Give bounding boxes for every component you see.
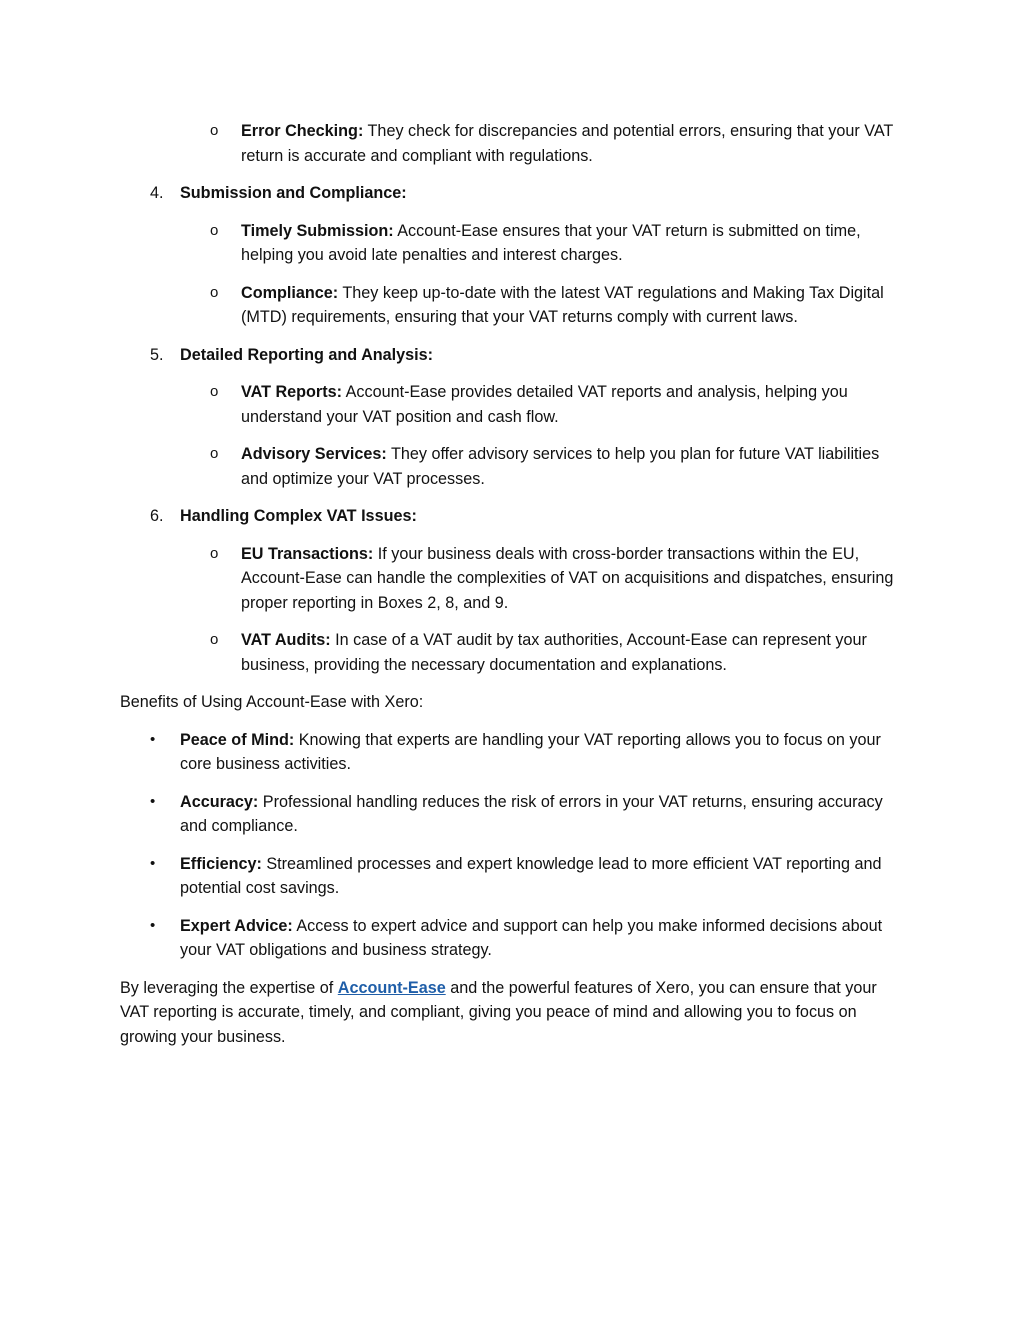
closing-paragraph xyxy=(120,976,910,1050)
hollow-bullet-icon: o xyxy=(210,383,219,400)
closing-text-before-link: By leveraging the expertise of xyxy=(120,978,338,997)
list-number: 5. xyxy=(150,345,164,364)
numbered-heading-title: Submission and Compliance: xyxy=(180,184,407,202)
bullet-icon: • xyxy=(150,730,156,748)
list-item-title: EU Transactions: xyxy=(241,544,374,563)
numbered-heading-submission xyxy=(120,181,910,206)
list-item-body: They keep up-to-date with the latest VAT regulations and Making Tax Digital (MTD) requirements, ensuring that your VAT returns comply with current laws. xyxy=(241,283,884,326)
list-item-body: Account-Ease provides detailed VAT reports and analysis, helping you understand your VAT position and cash flow. xyxy=(241,383,848,426)
list-item-body: In case of a VAT audit by tax authorities, Account-Ease can represent your business, providing the necessary documentation and explanations. xyxy=(241,631,867,674)
list-item-text xyxy=(241,542,910,616)
benefit-item-efficiency xyxy=(120,852,910,901)
benefit-title: Efficiency: xyxy=(180,854,262,873)
list-item-title: Compliance: xyxy=(241,283,339,302)
list-item-body: They check for discrepancies and potential errors, ensuring that your VAT return is accurate and compliant with regulations. xyxy=(241,122,894,165)
numbered-heading-title: Detailed Reporting and Analysis: xyxy=(180,345,434,364)
benefit-text xyxy=(180,790,910,839)
numbered-heading-text xyxy=(180,343,910,368)
benefit-text xyxy=(180,728,910,777)
hollow-bullet-icon: o xyxy=(210,221,219,239)
benefits-list xyxy=(120,728,910,963)
list-item-title: VAT Audits: xyxy=(241,631,331,649)
list-number: 6. xyxy=(150,507,164,525)
benefit-title: Accuracy: xyxy=(180,792,259,811)
numbered-heading-reporting xyxy=(120,343,910,368)
list-item-compliance xyxy=(120,281,910,330)
numbered-heading-text xyxy=(180,504,910,529)
benefit-body: Knowing that experts are handling your VAT reporting allows you to focus on your core business activities. xyxy=(180,730,881,773)
list-item-eu-transactions xyxy=(120,542,910,616)
list-item-vat-audits xyxy=(120,628,910,677)
list-item-body: They offer advisory services to help you plan for future VAT liabilities and optimize your VAT processes. xyxy=(241,445,880,488)
benefits-heading: Benefits of Using Account-Ease with Xero: xyxy=(120,693,424,711)
list-item-text xyxy=(241,281,910,330)
list-item-body: If your business deals with cross-border transactions within the EU, Account-Ease can handle the complexities of VAT on acquisitions and dispatches, ensuring proper reporting in Boxes 2, 8, and 9. xyxy=(241,544,894,612)
hollow-bullet-icon: o xyxy=(210,122,219,139)
benefit-text xyxy=(180,852,910,901)
benefit-body: Streamlined processes and expert knowledge lead to more efficient VAT reporting and potential cost savings. xyxy=(180,854,882,897)
hollow-bullet-icon: o xyxy=(210,445,219,462)
list-item-timely-submission xyxy=(120,219,910,268)
list-item-text xyxy=(241,219,910,268)
benefit-text xyxy=(180,914,910,963)
numbered-heading-text xyxy=(180,181,910,206)
benefit-item-expert-advice xyxy=(120,914,910,963)
section-list xyxy=(120,119,910,677)
benefit-body: Professional handling reduces the risk of errors in your VAT returns, ensuring accuracy and compliance. xyxy=(180,792,883,835)
benefit-item-accuracy xyxy=(120,790,910,839)
document-content xyxy=(120,119,910,1062)
list-item-text xyxy=(241,380,910,429)
benefit-title: Peace of Mind: xyxy=(180,730,295,749)
list-number: 4. xyxy=(150,184,164,202)
list-item-vat-reports xyxy=(120,380,910,429)
list-item-title: Advisory Services: xyxy=(241,445,387,463)
account-ease-link[interactable]: Account-Ease xyxy=(337,978,446,997)
hollow-bullet-icon: o xyxy=(210,544,219,562)
list-item-text xyxy=(241,119,910,168)
closing-text-after-link: and the powerful features of Xero, you can ensure that your VAT reporting is accurate, timely, and compliant, giving you peace of mind and allowing you to focus on growing your business. xyxy=(120,978,877,1046)
list-item-error-checking xyxy=(120,119,910,168)
hollow-bullet-icon: o xyxy=(210,631,219,648)
hollow-bullet-icon: o xyxy=(210,283,219,301)
benefit-body: Access to expert advice and support can help you make informed decisions about your VAT obligations and business strategy. xyxy=(180,916,883,959)
list-item-title: Timely Submission: xyxy=(241,221,394,240)
list-item-title: VAT Reports: xyxy=(241,383,343,401)
numbered-heading-title: Handling Complex VAT Issues: xyxy=(180,507,417,525)
list-item-body: Account-Ease ensures that your VAT return is submitted on time, helping you avoid late penalties and interest charges. xyxy=(241,221,861,264)
list-item-text xyxy=(241,628,910,677)
benefit-title: Expert Advice: xyxy=(180,916,293,935)
list-item-advisory-services xyxy=(120,442,910,491)
list-item-title: Error Checking: xyxy=(241,122,364,140)
benefit-item-peace-of-mind xyxy=(120,728,910,777)
numbered-heading-complex-vat xyxy=(120,504,910,529)
list-item-text xyxy=(241,442,910,491)
bullet-icon: • xyxy=(150,916,156,934)
bullet-icon: • xyxy=(150,792,156,810)
bullet-icon: • xyxy=(150,854,156,872)
